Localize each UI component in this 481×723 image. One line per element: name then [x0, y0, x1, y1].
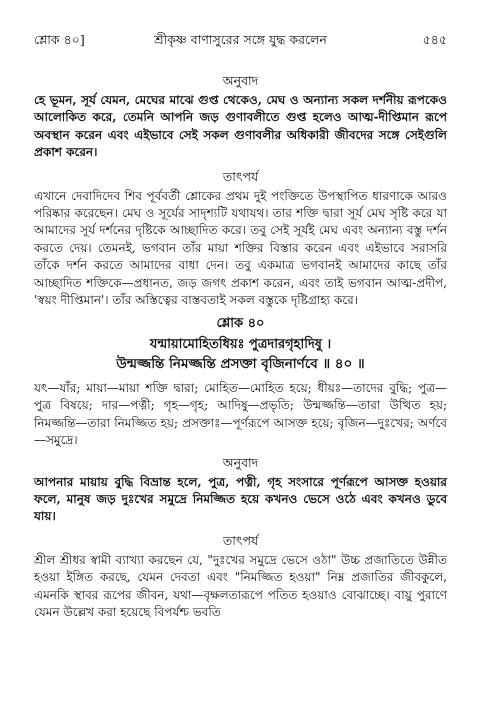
synonyms-text: যৎ—যাঁর; মায়া—মায়া শক্তি দ্বারা; মোহিত—মোহিত হয়ে; ধীয়ঃ—তাদের বুদ্ধি; পুত্র—পুত্র বিষয়ে; দার—পত্নী; গৃহ—গৃহ; আদিষু—প্রভৃতি; উন্মজ্জন্তি—তারা উত্থিত হয়; নিমজ্জন্তি—তারা নিমজ্জিত হয়; প্রসক্তাঃ—পূর্ণরূপে আসক্ত হয়ে; বৃজিন—দুঃখের; অর্ণবে—সমুদ্রে। [34, 380, 447, 448]
purport-text: এখানে দেবাদিদেব শিব পূর্ববর্তী শ্লোকের প্রথম দুই পংক্তিতে উপস্থাপিত ধারণাকে আরও পরিষ্কার করেছেন। মেঘ ও সূর্যের সাদৃশ্যটি যথাযথ। তার শক্তি দ্বারা সূর্য মেঘ সৃষ্টি করে যা আমাদের সূর্য দর্শনের দৃষ্টিকে আচ্ছাদিত করে। তবু সেই সূর্যই মেঘ এবং অন্যান্য বস্তু দর্শন করতে দেয়। তেমনই, ভগবান তাঁর মায়া শক্তির বিস্তার করেন এবং এইভাবে সরাসরি তাঁকে দর্শন করতে আমাদের বাধা দেন। তবু একমাত্র ভগবানই আমাদের কাছে তাঁর আচ্ছাদিত শক্তিকে—প্রধানত, জড় জগৎ প্রকাশ করেন, এবং তাই ভগবান আত্ম-প্রদীপ, 'স্বয়ং দীপ্তিমান'। তাঁর অস্তিত্বের বাস্তবতাই সকল বস্তুকে দৃষ্টিগ্রাহ্য করে। [34, 188, 447, 308]
verse-number: শ্লোক ৪০ [216, 316, 265, 332]
header-chapter-title: শ্রীকৃষ্ণ বাণাসুরের সঙ্গে যুদ্ধ করলেন [154, 32, 327, 47]
translation-text-2: আপনার মায়ায় বুদ্ধি বিভ্রান্ত হলে, পুত্র, পত্নী, গৃহ সংসারে পূর্ণরূপে আসক্ত হওয়ার ফলে, মানুষ জড় দুঃখের সমুদ্রে নিমজ্জিত হয়ে কখনও ভেসে ওঠে এবং কখনও ডুবে যায়। [34, 474, 447, 524]
translation-heading: অনুবাদ [222, 73, 259, 88]
verse-line-1: যন্মায়ামোহিতধিয়ঃ পুত্রদারগৃহাদিষু । [149, 336, 332, 352]
page-content [34, 70, 447, 621]
translation-heading-2: অনুবাদ [222, 454, 259, 470]
page-number: ৫৪৫ [422, 32, 447, 47]
page-header [34, 32, 447, 52]
purport-heading-2: তাৎপর্য [222, 532, 259, 548]
verse-line-2: উন্মজ্জন্তি নিমজ্জন্তি প্রসক্তা বৃজিনার্ণবে ॥ ৪০ ॥ [116, 355, 365, 372]
purport-heading: তাৎপর্য [222, 168, 259, 184]
purport-text-2: শ্রীল শ্রীধর স্বামী ব্যাখ্যা করছেন যে, "দুঃখের সমুদ্রে ভেসে ওঠা" উচ্চ প্রজাতিতে উন্নীত হওয়া ইঙ্গিত করছে, যেমন দেবতা এবং "নিমজ্জিত হওয়া" নিম্ন প্রজাতির জীবকুলে, এমনকি স্থাবর রূপের জীবন, যথা—বৃক্ষলতারূপে পতিত হওয়াও বোঝাচ্ছে। বায়ু পুরাণে যেমন উল্লেখ করা হয়েছে বিপর্যশ্চ ভবতি [34, 552, 447, 619]
translation-text: হে ভূমন, সূর্য যেমন, মেঘের মাঝে গুপ্ত থেকেও, মেঘ ও অন্যান্য সকল দর্শনীয় রূপকেও আলোকিত করে, তেমনি আপনি জড় গুণাবলীতে গুপ্ত হলেও আত্ম-দীপ্তিমান রূপে অবস্থান করেন এবং এইভাবে সেই সকল গুণাবলীর অধিকারী জীবদের সঙ্গে সেইগুলি প্রকাশ করেন। [34, 93, 447, 160]
header-verse-ref: শ্লোক ৪০] [34, 32, 85, 47]
